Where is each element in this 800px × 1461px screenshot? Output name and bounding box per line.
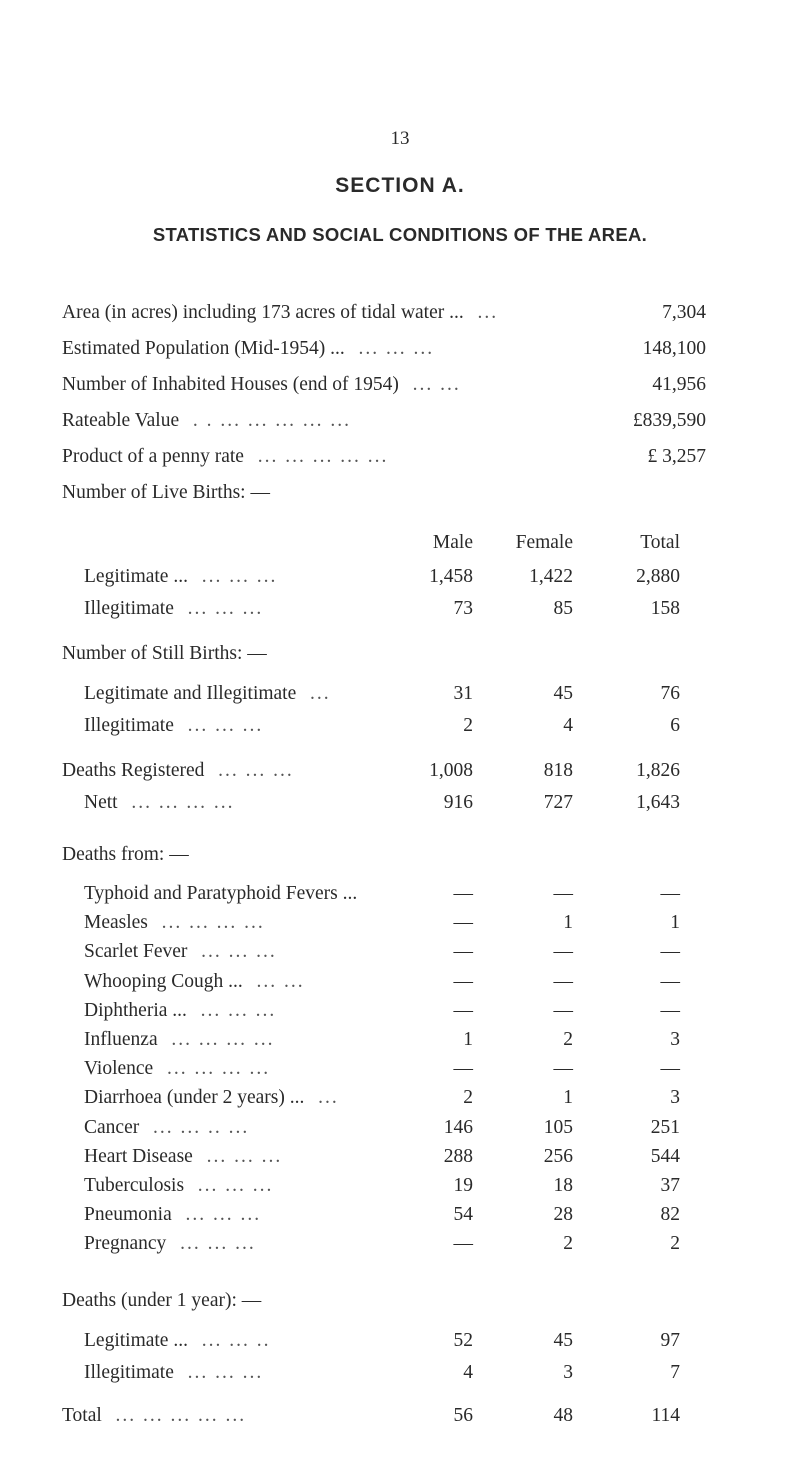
total-value: 251 <box>650 1116 680 1138</box>
male-value: — <box>453 999 473 1021</box>
summary-row-value: 7,304 <box>662 302 706 323</box>
total-value: 114 <box>651 1405 680 1426</box>
male-value: 54 <box>453 1204 473 1226</box>
cause-of-death-label <box>84 1203 261 1227</box>
infant-deaths-row-label-text: Illegitimate <box>84 1362 174 1383</box>
total-row-label-leader-dots: ... ... ... ... ... <box>101 1405 247 1426</box>
female-value: 18 <box>553 1175 573 1196</box>
summary-row-label <box>62 373 461 397</box>
female-value: 2 <box>563 1233 573 1255</box>
page-number: 13 <box>390 128 410 149</box>
section-title: SECTION A. <box>335 174 465 197</box>
summary-row-label <box>62 301 498 325</box>
summary-row-label-text: Estimated Population (Mid-1954) ... <box>62 338 345 359</box>
summary-row-label <box>62 337 434 361</box>
still-births-row-label-text: Legitimate and Illegitimate <box>84 683 297 704</box>
female-value: 28 <box>553 1204 573 1226</box>
cause-of-death-label <box>84 1028 275 1052</box>
cause-of-death-label-text: Whooping Cough ... <box>84 970 243 992</box>
cause-of-death-label-text: Pneumonia <box>84 1204 172 1226</box>
deaths-nett-label <box>84 791 234 815</box>
cause-of-death-label-text: Heart Disease <box>84 1145 193 1167</box>
still-births-row-label <box>84 714 263 738</box>
cause-of-death-label-text: Diphtheria ... <box>84 999 187 1021</box>
total-row-label <box>62 1404 246 1428</box>
cause-of-death-label <box>84 1145 282 1169</box>
still-births-row-label-leader-dots: ... <box>296 683 331 704</box>
female-value: 45 <box>553 1330 573 1351</box>
male-value: 916 <box>443 792 473 813</box>
male-value: 1 <box>463 1029 473 1050</box>
cause-of-death-label <box>84 882 357 906</box>
cause-of-death-label <box>84 1086 339 1110</box>
summary-row-label-text: Rateable Value <box>62 410 180 431</box>
total-value: 1 <box>670 912 680 934</box>
deaths-from-heading: Deaths from: — <box>62 844 189 865</box>
total-value: 3 <box>670 1029 680 1050</box>
deaths-registered-label-leader-dots: ... ... ... <box>204 760 294 781</box>
total-value: 6 <box>670 715 680 736</box>
total-value: — <box>660 970 680 992</box>
male-value: — <box>453 883 473 904</box>
summary-row-label-leader-dots: ... ... ... <box>344 338 435 359</box>
live-births-row-label <box>84 597 263 621</box>
cause-of-death-label <box>84 1057 270 1081</box>
summary-row-label-leader-dots: ... ... <box>398 374 461 395</box>
live-births-heading: Number of Live Births: — <box>62 482 270 503</box>
total-value: 1,826 <box>636 760 680 781</box>
still-births-row-label-text: Illegitimate <box>84 715 174 736</box>
female-value: — <box>553 883 573 904</box>
cause-of-death-label-leader-dots: ... ... ... <box>192 1145 283 1167</box>
total-value: 7 <box>670 1362 680 1383</box>
male-value: 4 <box>463 1362 473 1383</box>
infant-deaths-heading: Deaths (under 1 year): — <box>62 1290 262 1311</box>
live-births-row-label-leader-dots: ... ... ... <box>173 598 264 619</box>
total-value: 158 <box>650 598 680 619</box>
summary-row-label-leader-dots: . . ... ... ... ... ... <box>179 410 352 431</box>
deaths-nett-label-text: Nett <box>84 792 118 813</box>
cause-of-death-label <box>84 1232 256 1256</box>
female-value: 45 <box>553 683 573 704</box>
total-value: — <box>660 941 680 963</box>
live-births-row-label-text: Legitimate ... <box>84 566 188 587</box>
male-value: — <box>453 941 473 963</box>
still-births-row-label <box>84 682 331 706</box>
cause-of-death-label-text: Pregnancy <box>84 1233 167 1255</box>
summary-row-label-leader-dots: ... <box>463 302 499 323</box>
female-value: 2 <box>563 1029 573 1050</box>
male-value: 146 <box>443 1116 473 1138</box>
cause-of-death-label-leader-dots: ... ... ... ... <box>147 912 265 934</box>
deaths-registered-label-text: Deaths Registered <box>62 760 205 781</box>
total-value: 97 <box>660 1330 680 1351</box>
total-value: 82 <box>660 1204 680 1226</box>
female-value: 818 <box>543 760 573 781</box>
cause-of-death-label-text: Diarrhoea (under 2 years) ... <box>84 1087 305 1109</box>
total-row-label-text: Total <box>62 1405 102 1426</box>
cause-of-death-label <box>84 911 265 935</box>
cause-of-death-label <box>84 1116 249 1140</box>
male-value: 1,458 <box>429 566 473 587</box>
female-value: 256 <box>543 1145 573 1167</box>
female-value: 85 <box>553 598 573 619</box>
cause-of-death-label <box>84 1174 273 1198</box>
total-value: — <box>660 883 680 904</box>
female-value: — <box>553 1058 573 1080</box>
female-value: 1,422 <box>529 566 573 587</box>
total-value: 1,643 <box>636 792 680 813</box>
cause-of-death-label-leader-dots: ... <box>304 1087 339 1109</box>
male-value: — <box>453 1233 473 1255</box>
total-value: 544 <box>650 1145 680 1167</box>
deaths-nett-label-leader-dots: ... ... ... ... <box>117 792 235 813</box>
cause-of-death-label-leader-dots: ... ... ... <box>186 999 277 1021</box>
summary-row-label <box>62 445 388 469</box>
cause-of-death-label-leader-dots: ... ... ... <box>187 941 277 963</box>
total-value: 76 <box>660 683 680 704</box>
infant-deaths-row-label-leader-dots: ... ... .. <box>187 1330 271 1351</box>
still-births-row-label-leader-dots: ... ... ... <box>173 715 264 736</box>
live-births-row-label-leader-dots: ... ... ... <box>187 566 278 587</box>
female-value: 1 <box>563 912 573 934</box>
cause-of-death-label-text: Typhoid and Paratyphoid Fevers ... <box>84 883 358 904</box>
male-value: 52 <box>453 1330 473 1351</box>
infant-deaths-row-label-leader-dots: ... ... ... <box>173 1362 264 1383</box>
summary-row-label-leader-dots: ... ... ... ... ... <box>243 446 389 467</box>
cause-of-death-label-text: Violence <box>84 1058 154 1080</box>
cause-of-death-label-leader-dots: ... ... ... ... <box>153 1058 271 1080</box>
total-value: — <box>660 999 680 1021</box>
cause-of-death-label-leader-dots: ... ... .. ... <box>139 1116 250 1138</box>
summary-row-label <box>62 409 351 433</box>
cause-of-death-label <box>84 940 277 964</box>
female-value: — <box>553 941 573 963</box>
cause-of-death-label-leader-dots: ... ... ... <box>166 1233 256 1255</box>
total-value: — <box>660 1058 680 1080</box>
cause-of-death-label-leader-dots: ... ... ... <box>184 1175 274 1196</box>
female-value: 1 <box>563 1087 573 1109</box>
male-value: 1,008 <box>429 760 473 781</box>
cause-of-death-label-text: Scarlet Fever <box>84 941 188 963</box>
male-value: 2 <box>463 1087 473 1109</box>
live-births-row-label-text: Illegitimate <box>84 598 174 619</box>
summary-row-label-text: Product of a penny rate <box>62 446 244 467</box>
female-value: 105 <box>543 1116 573 1138</box>
total-value: 3 <box>670 1087 680 1109</box>
live-births-row-label <box>84 565 277 589</box>
female-value: — <box>553 999 573 1021</box>
summary-row-value: 148,100 <box>642 338 706 359</box>
male-value: — <box>453 970 473 992</box>
deaths-registered-label <box>62 759 294 783</box>
cause-of-death-label-text: Tuberculosis <box>84 1175 185 1196</box>
column-header-total: Total <box>640 532 680 553</box>
cause-of-death-label <box>84 999 276 1023</box>
cause-of-death-label-leader-dots: ... ... <box>242 970 305 992</box>
column-header-male: Male <box>432 532 473 553</box>
infant-deaths-row-label <box>84 1329 270 1353</box>
male-value: 56 <box>453 1405 473 1426</box>
summary-row-value: £ 3,257 <box>647 446 706 467</box>
summary-row-value: 41,956 <box>652 374 706 395</box>
cause-of-death-label <box>84 970 305 994</box>
column-header-female: Female <box>515 532 573 553</box>
male-value: 288 <box>443 1145 473 1167</box>
summary-row-value: £839,590 <box>632 410 706 431</box>
infant-deaths-row-label-text: Legitimate ... <box>84 1330 188 1351</box>
total-value: 37 <box>660 1175 680 1196</box>
cause-of-death-label-text: Measles <box>84 912 148 934</box>
cause-of-death-label-text: Cancer <box>84 1116 140 1138</box>
male-value: — <box>453 912 473 934</box>
male-value: 2 <box>463 715 473 736</box>
male-value: 19 <box>453 1175 473 1196</box>
female-value: 727 <box>543 792 573 813</box>
cause-of-death-label-text: Influenza <box>84 1029 158 1050</box>
cause-of-death-label-leader-dots: ... ... ... <box>171 1204 262 1226</box>
total-value: 2 <box>670 1233 680 1255</box>
cause-of-death-label-leader-dots: ... ... ... ... <box>157 1029 275 1050</box>
summary-row-label-text: Number of Inhabited Houses (end of 1954) <box>62 374 399 395</box>
summary-row-label-text: Area (in acres) including 173 acres of tidal water ... <box>62 302 464 323</box>
female-value: 3 <box>563 1362 573 1383</box>
page-subtitle: STATISTICS AND SOCIAL CONDITIONS OF THE AREA. <box>152 224 648 245</box>
infant-deaths-row-label <box>84 1361 263 1385</box>
female-value: 4 <box>563 715 573 736</box>
male-value: — <box>453 1058 473 1080</box>
male-value: 73 <box>453 598 473 619</box>
female-value: 48 <box>553 1405 573 1426</box>
male-value: 31 <box>453 683 473 704</box>
total-value: 2,880 <box>636 566 680 587</box>
female-value: — <box>553 970 573 992</box>
still-births-heading: Number of Still Births: — <box>62 643 267 664</box>
